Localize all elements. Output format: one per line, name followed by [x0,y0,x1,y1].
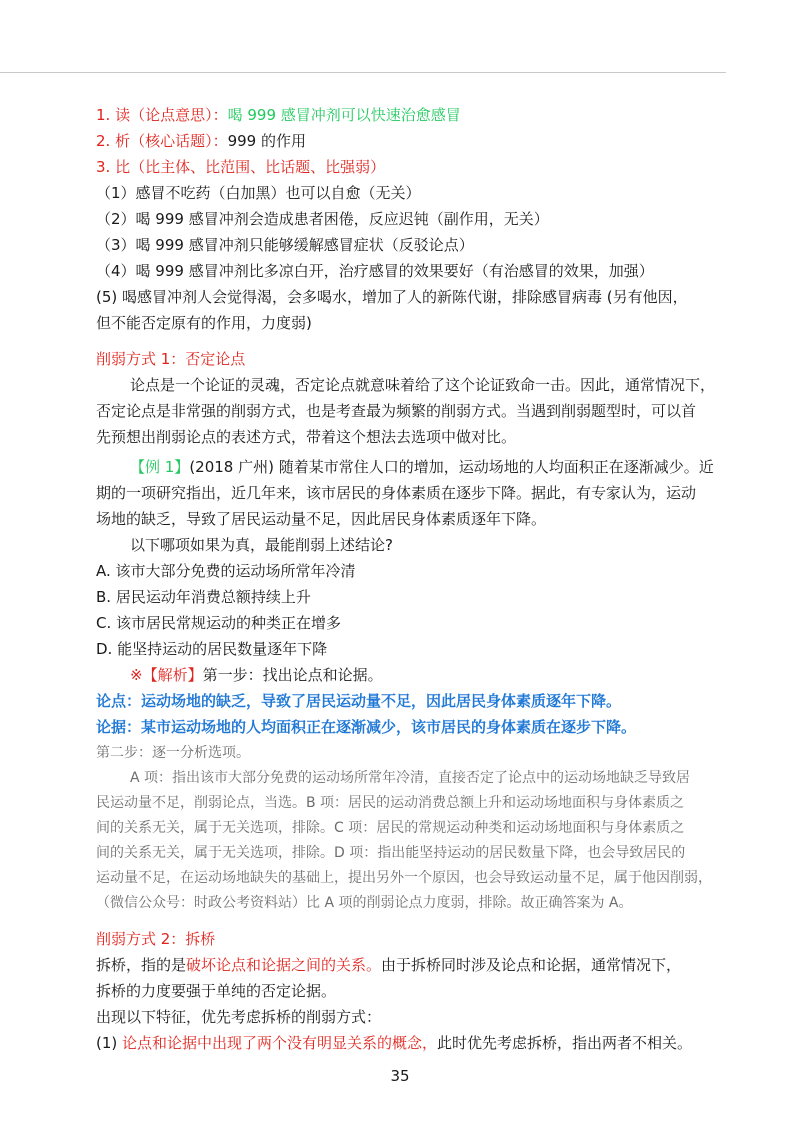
method2-text-c: 由于拆桥同时涉及论点和论据，通常情况下， [381,956,682,974]
method2-line: 出现以下特征，优先考虑拆桥的削弱方式： [96,1008,382,1026]
step-read-label: 1. 读（论点意思）： [96,106,228,124]
step-analyze-label: 2. 析（核心话题）： [96,132,228,150]
step-read-text: 喝 999 感冒冲剂可以快速治愈感冒 [227,106,461,124]
method2-text-b: 破坏论点和论据之间的关系。 [186,956,382,974]
list-item: (5) 喝感冒冲剂人会觉得渴，会多喝水，增加了人的新陈代谢，排除感冒病毒 (另有他因， [96,288,688,306]
list-item: （1）感冒不吃药（白加黑）也可以自愈（无关） [96,184,421,202]
analysis-step2: 第二步：逐一分析选项。 [96,745,250,761]
page-number: 35 [390,1067,410,1085]
analysis-detail-line: 间的关系无关，属于无关选项，排除。C 项：居民的常规运动种类和运动场地面积与身体素质之 [96,820,685,836]
example-text: (2018 广州) 随着某市常住人口的增加，运动场地的人均面积正在逐渐减少。近 [189,458,714,476]
list-item: （4）喝 999 感冒冲剂比多凉白开，治疗感冒的效果要好（有治感冒的效果，加强） [96,262,654,280]
step-analyze-text: 999 的作用 [227,132,306,150]
method2-text-a: 拆桥，指的是 [96,956,187,974]
option-b: B. 居民运动年消费总额持续上升 [96,588,311,606]
header-rule [0,72,726,73]
analysis-step1 [96,662,736,688]
page-content [96,102,736,1056]
example-question: 以下哪项如果为真，最能削弱上述结论? [130,536,393,554]
analysis-detail-line: 间的关系无关，属于无关选项，排除。D 项：指出能坚持运动的居民数量下降，也会导致居民的 [96,845,686,861]
analysis-detail-line: 民运动量不足，削弱论点，当选。B 项：居民的运动消费总额上升和运动场地面积与身体素质之 [96,795,685,811]
method2-line: 拆桥的力度要强于单纯的否定论据。 [96,982,337,1000]
analysis-step1-text: 第一步：找出论点和论据。 [202,666,383,684]
example-line: 场地的缺乏，导致了居民运动量不足，因此居民身体素质逐年下降。 [96,510,547,528]
method1-heading: 削弱方式 1：否定论点 [96,350,246,368]
method2-feature-num: (1) [96,1034,123,1052]
step-analyze [96,128,736,154]
method1-para-line: 否定论点是非常强的削弱方式，也是考查最为频繁的削弱方式。当遇到削弱题型时，可以首 [96,402,697,420]
analysis-tag: ※【解析】 [130,666,203,684]
method2-feature-red: 论点和论据中出现了两个没有明显关系的概念， [122,1034,438,1052]
option-d: D. 能坚持运动的居民数量逐年下降 [96,640,328,658]
step-read [96,102,736,128]
analysis-detail-line: 运动量不足，在运动场地缺失的基础上，提出另外一个原因，也会导致运动量不足，属于他因削弱， [96,870,712,886]
option-a: A. 该市大部分免费的运动场所常年冷清 [96,562,356,580]
analysis-detail-line: A 项：指出该市大部分免费的运动场所常年冷清，直接否定了论点中的运动场地缺乏导致居 [130,770,691,786]
method2-line [96,1030,736,1056]
example-line: 期的一项研究指出，近几年来，该市居民的身体素质在逐步下降。据此，有专家认为，运动 [96,484,697,502]
method1-para-line: 论点是一个论证的灵魂，否定论点就意味着给了这个论证致命一击。因此，通常情况下， [130,376,716,394]
step-compare: 3. 比（比主体、比范围、比话题、比强弱） [96,158,386,176]
list-item: （2）喝 999 感冒冲剂会造成患者困倦，反应迟钝（副作用，无关） [96,210,549,228]
list-item: 但不能否定原有的作用，力度弱) [96,314,312,332]
option-c: C. 该市居民常规运动的种类正在增多 [96,614,342,632]
method2-feature-text: 此时优先考虑拆桥，指出两者不相关。 [437,1034,693,1052]
analysis-evidence: 论据：某市运动场地的人均面积正在逐渐减少，该市居民的身体素质在逐步下降。 [96,718,637,736]
method2-heading: 削弱方式 2：拆桥 [96,930,216,948]
analysis-detail-line: （微信公众号：时政公考资料站）比 A 项的削弱论点力度弱，排除。故正确答案为 A。 [96,895,633,911]
example-tag: 【例 1】 [130,458,190,476]
method1-para-line: 先预想出削弱论点的表述方式，带着这个想法去选项中做对比。 [96,428,517,446]
example-line [96,454,736,480]
list-item: （3）喝 999 感冒冲剂只能够缓解感冒症状（反驳论点） [96,236,474,254]
method2-line [96,952,736,978]
analysis-claim: 论点：运动场地的缺乏，导致了居民运动量不足，因此居民身体素质逐年下降。 [96,692,622,710]
